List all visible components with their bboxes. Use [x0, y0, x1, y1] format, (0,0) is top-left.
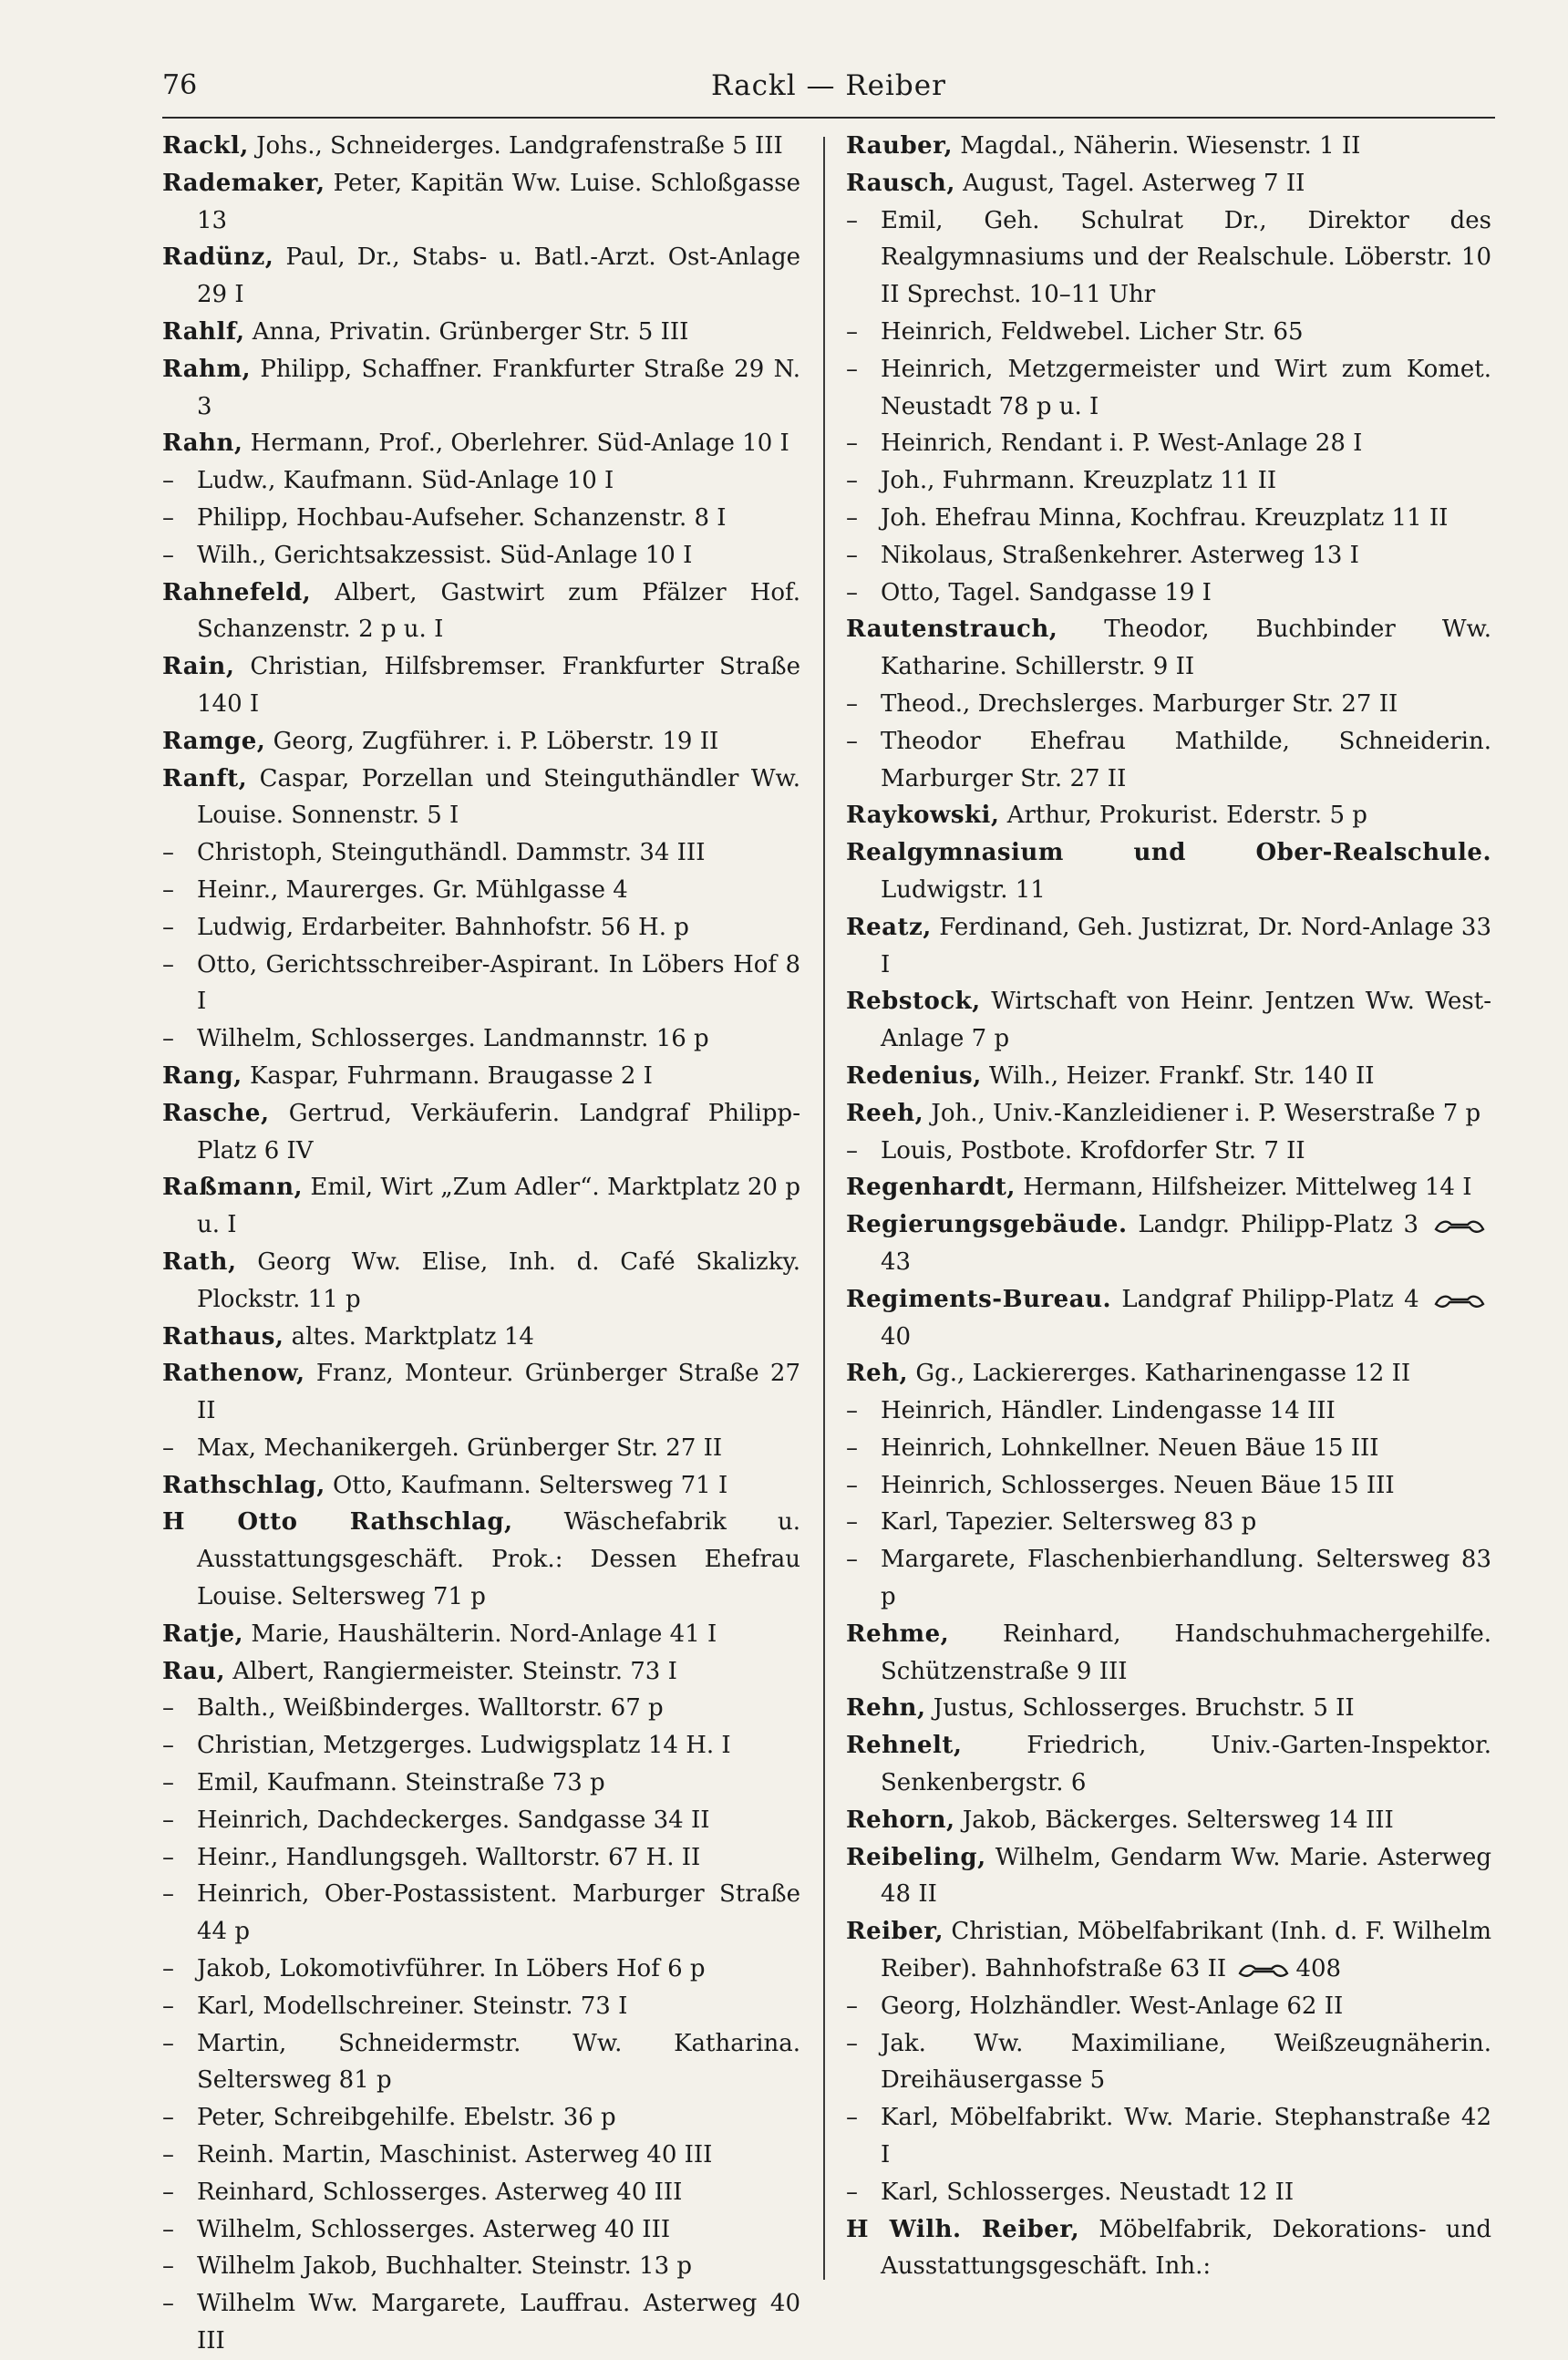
ditto-dash: – — [846, 1136, 858, 1164]
directory-entry — [162, 1802, 800, 1839]
entry-details: Reinh. Martin, Maschinist. Asterweg 40 III — [197, 2141, 713, 2169]
entry-details: Theodor Ehefrau Mathilde, Schneiderin. Marburger Str. 27 II — [881, 727, 1491, 792]
entry-name: Rathschlag, — [162, 1471, 325, 1499]
directory-entry — [846, 1169, 1491, 1206]
entry-name: Ramge, — [162, 727, 266, 755]
entry-name: Rahn, — [162, 430, 243, 458]
entry-details: Martin, Schneidermstr. Ww. Katharina. Seltersweg 81 p — [197, 2029, 800, 2095]
entry-details: Wäschefabrik u. Ausstattungsgeschäft. Prok.: Dessen Ehefrau Louise. Seltersweg 71 p — [197, 1508, 800, 1611]
directory-entry — [846, 909, 1491, 984]
ditto-dash: – — [846, 317, 858, 346]
ditto-dash: – — [162, 2029, 174, 2057]
entry-details: Reinhard, Schlosserges. Asterweg 40 III — [197, 2178, 683, 2206]
ditto-dash: – — [846, 1546, 858, 1574]
ditto-dash: – — [846, 727, 858, 755]
entry-details: Jakob, Bäckerges. Seltersweg 14 III — [954, 1806, 1394, 1834]
phone-number: 40 — [881, 1322, 912, 1351]
ditto-dash: – — [846, 1508, 858, 1537]
directory-entry — [162, 1876, 800, 1951]
ditto-dash: – — [846, 541, 858, 569]
directory-entry — [162, 761, 800, 835]
directory-entry — [162, 2025, 800, 2100]
ditto-dash: – — [846, 1434, 858, 1462]
entry-name: Regiments-Bureau. — [846, 1285, 1112, 1313]
ditto-dash: – — [162, 467, 174, 495]
entry-details: Emil, Wirt „Zum Adler“. Marktplatz 20 p u. I — [197, 1174, 800, 1239]
entry-name: Ratje, — [162, 1620, 244, 1648]
directory-entry — [162, 314, 800, 351]
ditto-dash: – — [162, 1732, 174, 1760]
ditto-dash: – — [162, 913, 174, 941]
entry-name: Rautenstrauch, — [846, 616, 1058, 644]
entry-details: Kaspar, Fuhrmann. Braugasse 2 I — [242, 1061, 653, 1090]
directory-entry — [162, 2099, 800, 2137]
entry-details: Max, Mechanikergeh. Grünberger Str. 27 II — [197, 1434, 723, 1462]
directory-entry — [846, 425, 1491, 462]
ditto-dash: – — [162, 503, 174, 532]
ditto-dash: – — [162, 950, 174, 978]
entry-details: Marie, Haushälterin. Nord-Anlage 41 I — [243, 1620, 717, 1648]
ditto-dash: – — [846, 578, 858, 606]
entry-name: Rahlf, — [162, 317, 245, 346]
directory-entry — [162, 2211, 800, 2249]
directory-entry — [162, 2285, 800, 2360]
entry-details: Hermann, Hilfsheizer. Mittelweg 14 I — [1015, 1174, 1472, 1202]
entry-details: Johs., Schneiderges. Landgrafenstraße 5 III — [248, 132, 783, 160]
directory-entry — [162, 165, 800, 240]
entry-details: Karl, Möbelfabrikt. Ww. Marie. Stephanstraße 42 I — [881, 2104, 1491, 2169]
directory-entry — [846, 611, 1491, 686]
entry-name: Reiber, — [846, 1918, 944, 1946]
directory-entry — [846, 983, 1491, 1058]
entry-details: Wilhelm, Gendarm Ww. Marie. Asterweg 48 II — [881, 1843, 1491, 1909]
directory-entry — [846, 500, 1491, 537]
directory-entry — [162, 1020, 800, 1058]
directory-entry — [162, 1765, 800, 1802]
entry-details: Christian, Hilfsbremser. Frankfurter Straße 140 I — [197, 653, 800, 718]
entry-details: Joh., Fuhrmann. Kreuzplatz 11 II — [881, 467, 1277, 495]
entry-details: Christian, Möbelfabrikant (Inh. d. F. Wilhelm Reiber). Bahnhofstraße 63 II — [881, 1918, 1491, 1983]
entry-name: Regierungsgebäude. — [846, 1211, 1128, 1239]
entry-details: Otto, Kaufmann. Seltersweg 71 I — [325, 1471, 728, 1499]
directory-entry — [846, 537, 1491, 574]
directory-entry — [846, 2025, 1491, 2100]
entry-details: Theod., Drechslerges. Marburger Str. 27 II — [881, 689, 1398, 718]
running-title: Rackl — Reiber — [711, 69, 946, 102]
entry-details: Franz, Monteur. Grünberger Straße 27 II — [197, 1360, 800, 1425]
entry-details: Heinrich, Metzgermeister und Wirt zum Komet. Neustadt 78 p u. I — [881, 355, 1491, 420]
directory-entry — [846, 1430, 1491, 1467]
directory-entry — [162, 1988, 800, 2025]
directory-entry — [162, 1727, 800, 1765]
entry-details: Heinr., Maurerges. Gr. Mühlgasse 4 — [197, 875, 628, 904]
entry-details: Balth., Weißbinderges. Walltorstr. 67 p — [197, 1694, 664, 1723]
ditto-dash: – — [846, 467, 858, 495]
directory-entry — [162, 947, 800, 1021]
ditto-dash: – — [846, 2104, 858, 2132]
entry-details: Wilhelm, Schlosserges. Asterweg 40 III — [197, 2215, 671, 2243]
directory-entry — [846, 834, 1491, 909]
ditto-dash: – — [162, 2141, 174, 2169]
entry-name: Rackl, — [162, 132, 249, 160]
entry-details: Otto, Tagel. Sandgasse 19 I — [881, 578, 1212, 606]
entry-details: Georg Ww. Elise, Inh. d. Café Skalizky. Plockstr. 11 p — [197, 1247, 800, 1313]
entry-details: Georg, Zugführer. i. P. Löberstr. 19 II — [265, 727, 719, 755]
directory-entry — [846, 1467, 1491, 1505]
directory-entry — [846, 1504, 1491, 1541]
entry-details: Philipp, Schaffner. Frankfurter Straße 29 N. 3 — [197, 355, 800, 420]
entry-details: altes. Marktplatz 14 — [284, 1322, 534, 1351]
entry-details: Wilh., Heizer. Frankf. Str. 140 II — [981, 1061, 1375, 1090]
ditto-dash: – — [162, 1694, 174, 1723]
entry-details: Wilh., Gerichtsakzessist. Süd-Anlage 10 I — [197, 541, 693, 569]
entry-details: Heinrich, Lohnkellner. Neuen Bäue 15 III — [881, 1434, 1379, 1462]
directory-entry — [846, 128, 1491, 165]
entry-name: Realgymnasium und Ober-Realschule. — [846, 839, 1491, 867]
directory-entry — [846, 351, 1491, 426]
entry-name: Rehnelt, — [846, 1732, 963, 1760]
ditto-dash: – — [162, 1955, 174, 1983]
entry-name: Reh, — [846, 1360, 909, 1388]
entry-name: Ranft, — [162, 764, 248, 792]
directory-entry — [162, 1430, 800, 1467]
entry-name: Regenhardt, — [846, 1174, 1016, 1202]
directory-entry — [162, 1839, 800, 1877]
entry-details: Heinrich, Ober-Postassistent. Marburger Straße 44 p — [197, 1880, 800, 1946]
directory-entry — [846, 797, 1491, 834]
entry-name: Rademaker, — [162, 169, 325, 197]
directory-entry — [846, 574, 1491, 612]
entry-name: Rain, — [162, 653, 235, 681]
directory-entry — [162, 1690, 800, 1727]
entry-details: Wilhelm Ww. Margarete, Lauffrau. Asterweg 40 III — [197, 2290, 800, 2355]
ditto-dash: – — [162, 839, 174, 867]
entry-details: Ludwigstr. 11 — [881, 875, 1046, 904]
ditto-dash: – — [162, 2290, 174, 2318]
entry-details: Anna, Privatin. Grünberger Str. 5 III — [244, 317, 689, 346]
entry-details: Karl, Modellschreiner. Steinstr. 73 I — [197, 1992, 628, 2020]
ditto-dash: – — [846, 2178, 858, 2206]
entry-details: Caspar, Porzellan und Steinguthändler Ww. Louise. Sonnenstr. 5 I — [197, 764, 800, 830]
entry-name: Reatz, — [846, 913, 932, 941]
entry-details: Philipp, Hochbau-Aufseher. Schanzenstr. 8 I — [197, 503, 727, 532]
directory-entry — [162, 1095, 800, 1170]
directory-entry — [846, 1133, 1491, 1170]
directory-entry — [162, 2248, 800, 2285]
entry-details: Karl, Schlosserges. Neustadt 12 II — [881, 2178, 1295, 2206]
directory-entry — [846, 2099, 1491, 2174]
directory-entry — [846, 1058, 1491, 1095]
entry-details: Heinrich, Rendant i. P. West-Anlage 28 I — [881, 430, 1363, 458]
ditto-dash: – — [162, 2252, 174, 2281]
phone-number: 43 — [881, 1247, 912, 1276]
entry-details: Heinrich, Schlosserges. Neuen Bäue 15 III — [881, 1471, 1395, 1499]
page-number: 76 — [162, 69, 198, 101]
entry-name: Reeh, — [846, 1099, 924, 1127]
ditto-dash: – — [162, 1843, 174, 1871]
directory-entry — [846, 1206, 1491, 1281]
telephone-icon — [1237, 1961, 1290, 1979]
entry-name: Raßmann, — [162, 1174, 304, 1202]
directory-entry — [846, 1541, 1491, 1616]
directory-entry — [846, 723, 1491, 798]
entry-details: Ludw., Kaufmann. Süd-Anlage 10 I — [197, 467, 614, 495]
column-divider — [823, 137, 825, 2280]
entry-details: Heinrich, Feldwebel. Licher Str. 65 — [881, 317, 1304, 346]
directory-entry — [162, 425, 800, 462]
entry-details: Heinrich, Händler. Lindengasse 14 III — [881, 1397, 1336, 1425]
entry-name: Rau, — [162, 1657, 226, 1685]
directory-entry — [846, 686, 1491, 723]
directory-entry — [162, 1951, 800, 1988]
entry-name: Rebstock, — [846, 988, 981, 1016]
directory-entry — [846, 1727, 1491, 1802]
directory-entry — [162, 500, 800, 537]
entry-details: Möbelfabrik, Dekorations- und Ausstattungsgeschäft. Inh.: — [881, 2215, 1491, 2281]
entry-details: Christian, Metzgerges. Ludwigsplatz 14 H. I — [197, 1732, 731, 1760]
entry-name: Rahm, — [162, 355, 252, 383]
directory-entry — [162, 1355, 800, 1430]
entry-details: Heinr., Handlungsgeh. Walltorstr. 67 H. II — [197, 1843, 701, 1871]
ditto-dash: – — [846, 355, 858, 383]
directory-entry — [162, 872, 800, 909]
entry-details: Reinhard, Handschuhmachergehilfe. Schützenstraße 9 III — [881, 1620, 1491, 1685]
directory-entry — [162, 1169, 800, 1244]
directory-entry — [846, 1913, 1491, 1988]
entry-details: Christoph, Steinguthändl. Dammstr. 34 III — [197, 839, 706, 867]
ditto-dash: – — [846, 1992, 858, 2020]
entry-details: Ferdinand, Geh. Justizrat, Dr. Nord-Anlage 33 I — [881, 913, 1491, 978]
entry-details: Karl, Tapezier. Seltersweg 83 p — [881, 1508, 1257, 1537]
ditto-dash: – — [162, 1992, 174, 2020]
telephone-icon — [1433, 1216, 1486, 1235]
directory-entry — [162, 2137, 800, 2174]
entry-details: Wilhelm Jakob, Buchhalter. Steinstr. 13 p — [197, 2252, 693, 2281]
entry-details: Wilhelm, Schlosserges. Landmannstr. 16 p — [197, 1025, 709, 1053]
ditto-dash: – — [846, 503, 858, 532]
entry-details: Albert, Gastwirt zum Pfälzer Hof. Schanzenstr. 2 p u. I — [197, 578, 800, 644]
entry-details: Jak. Ww. Maximiliane, Weißzeugnäherin. Dreihäusergasse 5 — [881, 2029, 1491, 2095]
ditto-dash: – — [162, 1769, 174, 1797]
entry-details: Magdal., Näherin. Wiesenstr. 1 II — [953, 132, 1361, 160]
left-column — [162, 128, 800, 2355]
entry-details: Paul, Dr., Stabs- u. Batl.-Arzt. Ost-Anlage 29 I — [197, 243, 800, 309]
entry-details: Nikolaus, Straßenkehrer. Asterweg 13 I — [881, 541, 1359, 569]
entry-name: Redenius, — [846, 1061, 982, 1090]
entry-name: Rang, — [162, 1061, 242, 1090]
directory-entry — [162, 1319, 800, 1356]
entry-name: Raykowski, — [846, 802, 1000, 830]
directory-entry — [846, 1839, 1491, 1914]
entry-name: Rehn, — [846, 1694, 926, 1723]
ditto-dash: – — [162, 2104, 174, 2132]
entry-name: Rath, — [162, 1247, 237, 1276]
entry-details: Justus, Schlosserges. Bruchstr. 5 II — [925, 1694, 1355, 1723]
entry-name: Rahnefeld, — [162, 578, 312, 606]
entry-name: Radünz, — [162, 243, 274, 272]
directory-entry — [162, 351, 800, 426]
directory-entry — [846, 2211, 1491, 2286]
entry-name: Rathenow, — [162, 1360, 305, 1388]
entry-details: Margarete, Flaschenbierhandlung. Seltersweg 83 p — [881, 1546, 1491, 1611]
entry-name: Rehme, — [846, 1620, 950, 1648]
phone-number: 408 — [1295, 1955, 1342, 1983]
entry-name: H Wilh. Reiber, — [846, 2215, 1080, 2243]
directory-entry — [162, 239, 800, 314]
directory-entry — [846, 1616, 1491, 1691]
entry-details: Gertrud, Verkäuferin. Landgraf Philipp-Platz 6 IV — [197, 1099, 800, 1164]
directory-entry — [846, 1281, 1491, 1356]
directory-entry — [162, 1058, 800, 1095]
entry-details: Theodor, Buchbinder Ww. Katharine. Schillerstr. 9 II — [881, 616, 1491, 681]
entry-details: Louis, Postbote. Krofdorfer Str. 7 II — [881, 1136, 1305, 1164]
ditto-dash: – — [162, 1806, 174, 1834]
right-column — [846, 128, 1491, 2281]
directory-entry — [162, 1653, 800, 1691]
entry-details: August, Tagel. Asterweg 7 II — [954, 169, 1305, 197]
entry-details: Emil, Kaufmann. Steinstraße 73 p — [197, 1769, 605, 1797]
entry-name: Rauber, — [846, 132, 954, 160]
directory-entry — [162, 462, 800, 500]
directory-entry — [846, 1095, 1491, 1133]
ditto-dash: – — [162, 2215, 174, 2243]
entry-details: Hermann, Prof., Oberlehrer. Süd-Anlage 10 I — [242, 430, 789, 458]
ditto-dash: – — [846, 206, 858, 234]
directory-entry — [162, 834, 800, 872]
ditto-dash: – — [162, 2178, 174, 2206]
directory-entry — [162, 1244, 800, 1319]
entry-details: Wirtschaft von Heinr. Jentzen Ww. West-Anlage 7 p — [881, 988, 1491, 1053]
ditto-dash: – — [162, 1434, 174, 1462]
entry-name: Rasche, — [162, 1099, 270, 1127]
directory-entry — [846, 202, 1491, 314]
entry-details: Emil, Geh. Schulrat Dr., Direktor des Realgymnasiums und der Realschule. Löberstr. 10 II Sprechst. 10–11 Uhr — [881, 206, 1491, 309]
entry-details: Jakob, Lokomotivführer. In Löbers Hof 6 p — [197, 1955, 706, 1983]
entry-details: Peter, Kapitän Ww. Luise. Schloßgasse 13 — [197, 169, 800, 234]
directory-entry — [846, 2174, 1491, 2211]
ditto-dash: – — [162, 1025, 174, 1053]
entry-name: Rehorn, — [846, 1806, 955, 1834]
ditto-dash: – — [846, 689, 858, 718]
directory-entry — [846, 1988, 1491, 2025]
directory-entry — [846, 462, 1491, 500]
directory-entry — [846, 1802, 1491, 1839]
ditto-dash: – — [162, 875, 174, 904]
entry-details: Joh. Ehefrau Minna, Kochfrau. Kreuzplatz 11 II — [881, 503, 1449, 532]
entry-name: H Otto Rathschlag, — [162, 1508, 513, 1537]
directory-entry — [162, 574, 800, 649]
entry-details: Friedrich, Univ.-Garten-Inspektor. Senkenbergstr. 6 — [881, 1732, 1491, 1797]
directory-entry — [846, 1690, 1491, 1727]
directory-entry — [846, 165, 1491, 202]
entry-details: Landgr. Philipp-Platz 3 — [1127, 1211, 1419, 1239]
entry-details: Landgraf Philipp-Platz 4 — [1111, 1285, 1419, 1313]
directory-entry — [162, 1467, 800, 1505]
directory-entry — [162, 648, 800, 723]
directory-entry — [162, 128, 800, 165]
ditto-dash: – — [846, 2029, 858, 2057]
directory-entry — [846, 1355, 1491, 1392]
ditto-dash: – — [846, 1397, 858, 1425]
entry-details: Gg., Lackiererges. Katharinengasse 12 II — [908, 1360, 1411, 1388]
entry-details: Heinrich, Dachdeckerges. Sandgasse 34 II — [197, 1806, 710, 1834]
entry-details: Albert, Rangiermeister. Steinstr. 73 I — [225, 1657, 677, 1685]
ditto-dash: – — [846, 430, 858, 458]
ditto-dash: – — [162, 1880, 174, 1909]
directory-entry — [162, 909, 800, 947]
entry-details: Otto, Gerichtsschreiber-Aspirant. In Löbers Hof 8 I — [197, 950, 800, 1016]
directory-entry — [846, 314, 1491, 351]
entry-details: Arthur, Prokurist. Ederstr. 5 p — [999, 802, 1367, 830]
ditto-dash: – — [846, 1471, 858, 1499]
entry-name: Rausch, — [846, 169, 955, 197]
entry-details: Joh., Univ.-Kanzleidiener i. P. Weserstraße 7 p — [923, 1099, 1481, 1127]
entry-details: Ludwig, Erdarbeiter. Bahnhofstr. 56 H. p — [197, 913, 689, 941]
page-header — [162, 66, 1495, 119]
directory-entry — [162, 537, 800, 574]
entry-details: Georg, Holzhändler. West-Anlage 62 II — [881, 1992, 1344, 2020]
directory-entry — [846, 1392, 1491, 1430]
entry-name: Rathaus, — [162, 1322, 284, 1351]
entry-details: Peter, Schreibgehilfe. Ebelstr. 36 p — [197, 2104, 616, 2132]
directory-entry — [162, 1504, 800, 1615]
ditto-dash: – — [162, 541, 174, 569]
directory-entry — [162, 723, 800, 761]
directory-entry — [162, 2174, 800, 2211]
telephone-icon — [1433, 1291, 1486, 1309]
directory-entry — [162, 1616, 800, 1653]
entry-name: Reibeling, — [846, 1843, 986, 1871]
